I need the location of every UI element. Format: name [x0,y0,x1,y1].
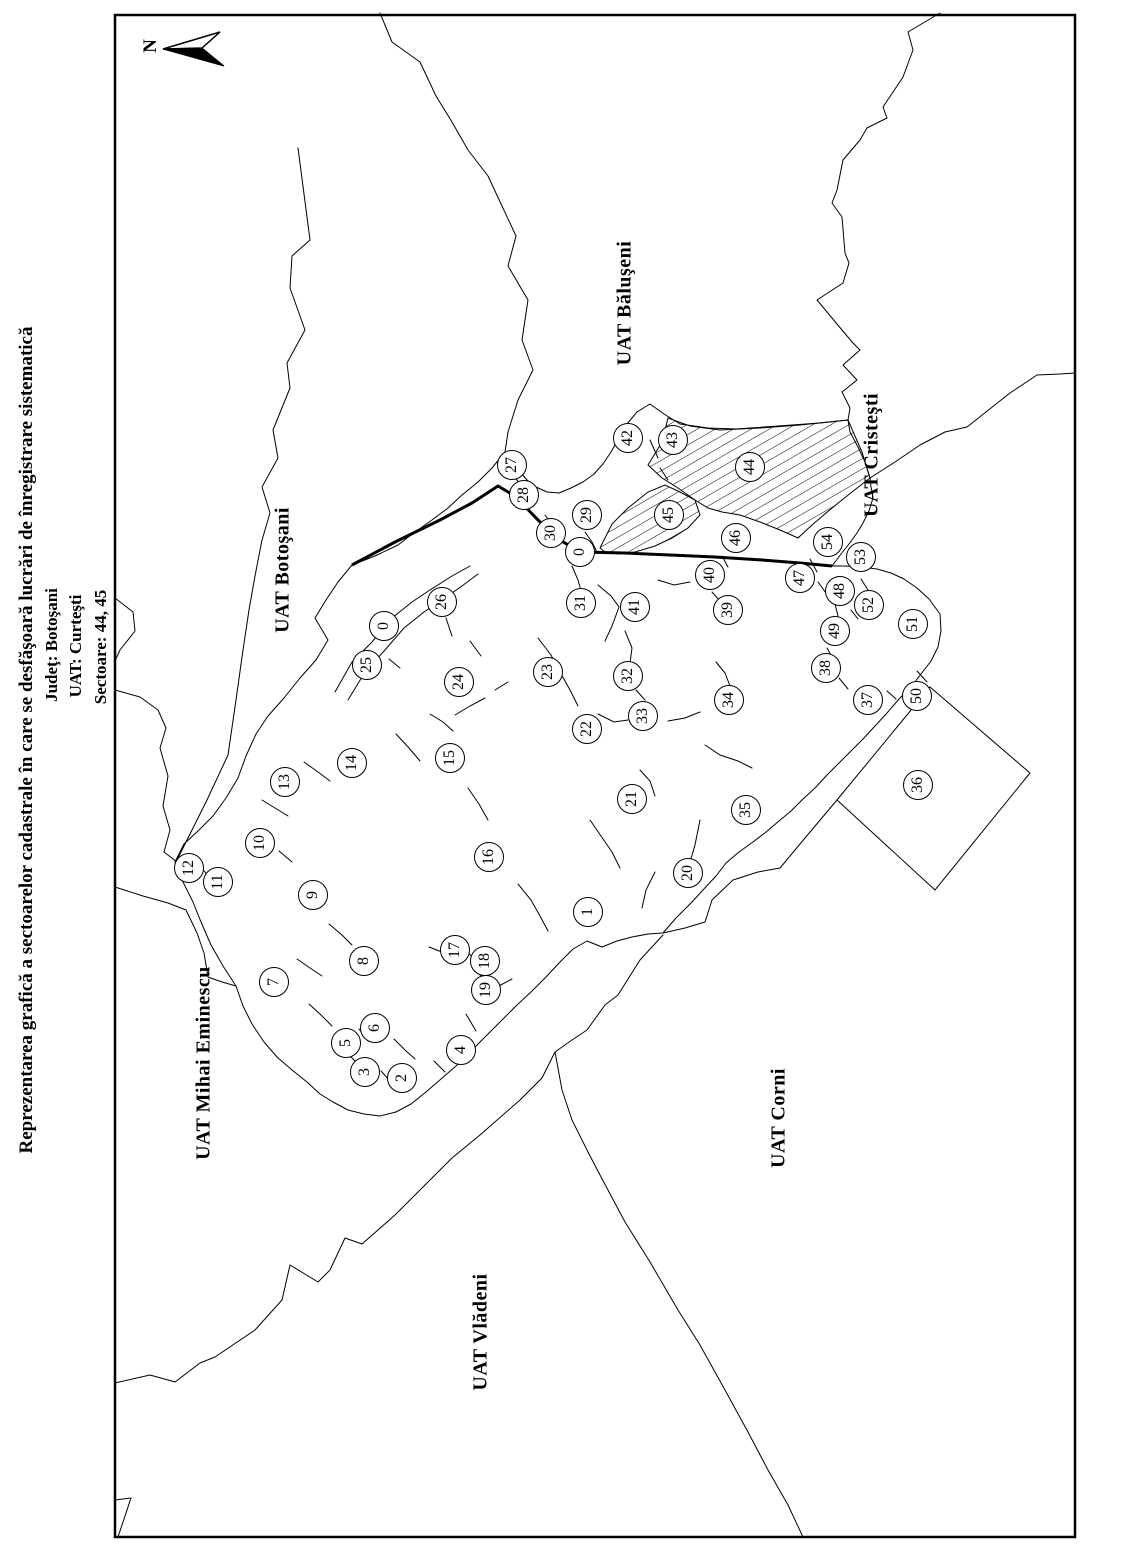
sector-marker-27-0: 27 [497,450,527,480]
sectors-line: Sectoare: 44, 45 [91,589,110,705]
uat-label-4: UAT Vlădeni [469,1273,492,1391]
north-arrow-label: N [140,39,161,53]
sector-marker-51-20: 51 [898,609,928,639]
sector-marker-8-47: 8 [349,946,379,976]
sector-marker-28-1: 28 [509,480,539,510]
sector-marker-0-21: 0 [369,611,399,641]
sector-marker-53-11: 53 [846,542,876,572]
map-frame [115,15,1075,1537]
sector-marker-11-42: 11 [203,867,233,897]
sector-marker-35-37: 35 [731,795,761,825]
county-line: Judeţ: Botoşani [42,588,61,702]
uat-label-2: UAT Cristeşti [860,392,883,518]
uat-label-5: UAT Corni [767,1068,790,1168]
sector-marker-2-55: 2 [387,1063,417,1093]
highlighted-sector-45 [600,485,700,554]
sector-marker-3-54: 3 [350,1057,380,1087]
sector-marker-25-23: 25 [352,650,382,680]
sector-marker-20-43: 20 [673,858,703,888]
sector-marker-45-6: 45 [654,500,684,530]
sector-marker-39-19: 39 [713,595,743,625]
uat-line: UAT: Curteşti [66,594,85,698]
sector-marker-36-38: 36 [903,770,933,800]
sector-marker-17-46: 17 [440,935,470,965]
sector-marker-18-48: 18 [470,946,500,976]
sector-marker-38-24: 38 [811,653,841,683]
sector-marker-26-16: 26 [427,587,457,617]
sector-marker-5-52: 5 [331,1028,361,1058]
sector-marker-41-18: 41 [620,592,650,622]
sector-marker-52-15: 52 [854,590,884,620]
sector-marker-24-27: 24 [444,667,474,697]
sector-marker-42-2: 42 [613,423,643,453]
sector-marker-23-25: 23 [533,657,563,687]
sector-marker-22-32: 22 [572,714,602,744]
sector-marker-9-44: 9 [298,880,328,910]
sector-marker-48-14: 48 [825,576,855,606]
sector-marker-33-28: 33 [628,701,658,731]
north-arrow-icon [163,32,224,66]
sector-marker-6-51: 6 [360,1013,390,1043]
sector-marker-19-50: 19 [471,975,501,1005]
sector-marker-40-13: 40 [695,560,725,590]
uat-boundaries [115,13,1075,1537]
sector-marker-47-12: 47 [785,563,815,593]
sector-marker-43-3: 43 [658,425,688,455]
uat-label-1: UAT Băluşeni [613,240,636,366]
uat-label-0: UAT Botoşani [271,507,294,633]
sector-marker-30-7: 30 [536,518,566,548]
sector-marker-13-35: 13 [270,767,300,797]
sector-marker-32-26: 32 [613,661,643,691]
sector-marker-4-53: 4 [446,1035,476,1065]
sector-marker-50-31: 50 [902,681,932,711]
uat-label-3: UAT Mihai Eminescu [192,966,215,1160]
sector-marker-0-9: 0 [565,537,595,567]
sector-marker-15-33: 15 [435,743,465,773]
sector-marker-29-5: 29 [572,500,602,530]
sector-marker-10-40: 10 [245,828,275,858]
sector-marker-16-39: 16 [474,842,504,872]
sector-marker-7-49: 7 [259,967,289,997]
sector-marker-21-36: 21 [617,784,647,814]
sector-marker-37-30: 37 [853,685,883,715]
sector-marker-14-34: 14 [337,748,367,778]
sector-marker-1-45: 1 [573,897,603,927]
sector-marker-49-22: 49 [820,616,850,646]
sector-marker-44-4: 44 [735,452,765,482]
sector-marker-31-17: 31 [566,588,596,618]
sector-marker-54-10: 54 [813,527,843,557]
sector-marker-34-29: 34 [714,685,744,715]
sector-marker-12-41: 12 [174,853,204,883]
sector-marker-46-8: 46 [721,523,751,553]
map-title: Reprezentarea grafică a sectoarelor cadastrale în care se desfăşoară lucrări de înregistrare sistematică [16,326,37,1154]
